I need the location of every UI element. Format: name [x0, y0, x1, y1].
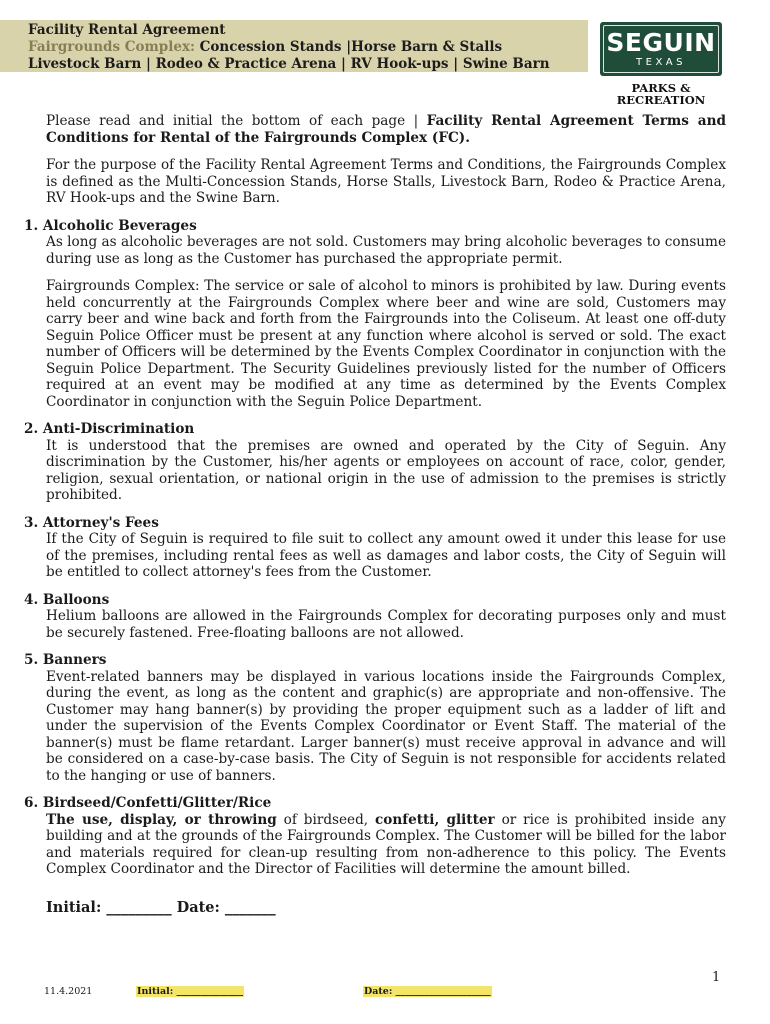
- initial-date-line[interactable]: Initial: _________ Date: _______: [46, 898, 276, 916]
- department-name: [604, 82, 718, 106]
- document-header: [28, 22, 550, 73]
- section-paragraph: It is understood that the premises are owned and operated by the City of Seguin. Any discrimination by the Customer, his/her agents or employees on account of race, color, gender, religion, sexual orientation, or national origin in the use of admission to the premises is strictly prohibited.: [46, 437, 726, 503]
- body-text: or rice is prohibited inside any building and at the grounds of the Fairgrounds Complex. The Customer will be billed for the labor and materials required for clean-up resulting from non-adherence to this policy. The Events Complex Coordinator and the Director of Facilities will determine the amount billed.: [46, 811, 726, 877]
- section-paragraph: If the City of Seguin is required to file suit to collect any amount owed it under this lease for use of the premises, including rental fees as well as damages and labor costs, the City of Seguin will be entitled to collect attorney's fees from the Customer.: [46, 531, 726, 580]
- section-paragraph: As long as alcoholic beverages are not sold. Customers may bring alcoholic beverages to consume during use as long as the Customer has purchased the appropriate permit.: [46, 234, 726, 267]
- section-birdseed: [24, 795, 726, 878]
- header-accent: Fairgrounds Complex:: [28, 39, 195, 55]
- section-title: 6. Birdseed/Confetti/Glitter/Rice: [24, 795, 272, 811]
- bold-phrase: confetti, glitter: [375, 811, 495, 828]
- section-alcoholic-beverages: [24, 218, 726, 411]
- intro-bold: Facility Rental Agreement Terms and Conditions for Rental of the Fairgrounds Complex (FC).: [46, 113, 727, 146]
- header-subtitle-rest: Concession Stands |Horse Barn & Stalls: [194, 39, 503, 55]
- header-facilities: Livestock Barn | Rodeo & Practice Arena | RV Hook-ups | Swine Barn: [28, 56, 550, 72]
- footer-initial-field[interactable]: Initial: ______________: [137, 986, 244, 997]
- purpose-paragraph: For the purpose of the Facility Rental Agreement Terms and Conditions, the Fairgrounds Complex is defined as the Multi-Concession Stands, Horse Stalls, Livestock Barn, Rodeo & Practice Arena, RV Hook-ups and the Swine Barn.: [46, 157, 726, 206]
- section-title: 2. Anti-Discrimination: [24, 421, 195, 437]
- header-subtitle: [28, 39, 550, 56]
- bold-phrase: The use, display, or throwing: [46, 811, 277, 828]
- section-title: 1. Alcoholic Beverages: [24, 217, 197, 234]
- intro-paragraph: [46, 113, 726, 146]
- section-banners: [24, 652, 726, 784]
- department-line2: RECREATION: [616, 93, 706, 107]
- intro-text: Please read and initial the bottom of each page |: [46, 113, 427, 129]
- section-paragraph: Event-related banners may be displayed in various locations inside the Fairgrounds Complex, during the event, as long as the content and graphic(s) are appropriate and non-offensive. The Customer may hang banner(s) by providing the proper equipment such as a ladder of lift and under the supervision of the Events Complex Coordinator or Event Staff. The material of the banner(s) must be flame retardant. Larger banner(s) must receive approval in advance and will be considered on a case-by-case basis. The City of Seguin is not responsible for accidents related to the hanging or use of banners.: [46, 668, 726, 784]
- footer-revision-date: 11.4.2021: [44, 986, 93, 997]
- section-title: 3. Attorney's Fees: [24, 514, 159, 531]
- header-title: Facility Rental Agreement: [28, 22, 226, 38]
- logo-border: [603, 25, 719, 73]
- section-paragraph: [46, 812, 726, 878]
- footer-date-field[interactable]: Date: ____________________: [364, 986, 491, 997]
- section-paragraph: Fairgrounds Complex: The service or sale of alcohol to minors is prohibited by law. During events held concurrently at the Fairgrounds Complex where beer and wine are sold, Customers may carry beer and wine back and forth from the Fairgrounds into the Coliseum. At least one off-duty Seguin Police Officer must be present at any function where alcohol is served or sold. The exact number of Officers will be determined by the Events Complex Coordinator in conjunction with the Seguin Police Department. The Security Guidelines previously listed for the number of Officers required at an event may be modified at any time as determined by the Events Complex Coordinator in conjunction with the Seguin Police Department.: [46, 278, 726, 410]
- seguin-logo: [600, 22, 722, 76]
- section-title: 4. Balloons: [24, 591, 110, 608]
- section-balloons: [24, 592, 726, 642]
- body-text: of birdseed,: [276, 811, 375, 828]
- section-attorneys-fees: [24, 515, 726, 581]
- logo-main-text: SEGUIN: [606, 28, 716, 57]
- logo-sub-text: TEXAS: [636, 57, 686, 68]
- department-line1: PARKS &: [631, 81, 691, 95]
- agreement-body: [24, 113, 726, 916]
- page-number: 1: [712, 970, 721, 985]
- section-title: 5. Banners: [24, 652, 107, 668]
- section-anti-discrimination: [24, 421, 726, 504]
- section-paragraph: Helium balloons are allowed in the Fairgrounds Complex for decorating purposes only and must be securely fastened. Free-floating balloons are not allowed.: [46, 608, 726, 641]
